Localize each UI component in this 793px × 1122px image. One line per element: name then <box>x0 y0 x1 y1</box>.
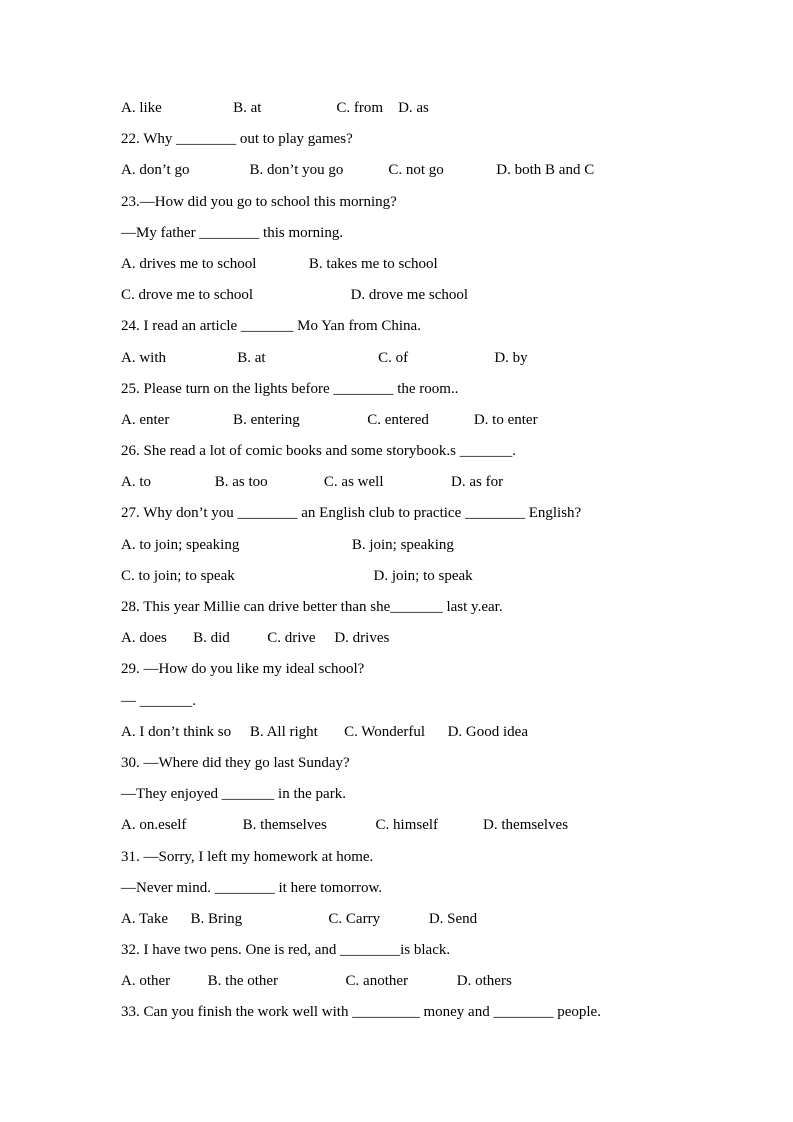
question-24: 24. I read an article _______ Mo Yan from China. <box>121 318 421 335</box>
question-30: 30. —Where did they go last Sunday? <box>121 754 350 771</box>
options-line-29: A. I don’t think so B. All right C. Wonderful D. Good idea <box>121 723 528 740</box>
options-line-22: A. don’t go B. don’t you go C. not go D. both B and C <box>121 162 595 179</box>
options-line-30: A. on.eself B. themselves C. himself D. themselves <box>121 817 569 834</box>
options-line-28: A. does B. did C. drive D. drives <box>121 630 390 647</box>
options-line-27-cd: C. to join; to speak D. join; to speak <box>121 567 473 584</box>
options-line-21: A. like B. at C. from D. as <box>121 100 429 116</box>
question-25: 25. Please turn on the lights before ________ the room.. <box>121 380 459 397</box>
question-22: 22. Why ________ out to play games? <box>121 131 353 148</box>
exam-question-list <box>121 93 781 1029</box>
options-line-32: A. other B. the other C. another D. others <box>121 973 512 990</box>
options-line-31: A. Take B. Bring C. Carry D. Send <box>121 910 478 927</box>
options-line-23-ab: A. drives me to school B. takes me to school <box>121 255 438 272</box>
question-31: 31. —Sorry, I left my homework at home. <box>121 848 374 865</box>
options-line-24: A. with B. at C. of D. by <box>121 349 528 366</box>
options-line-27-ab: A. to join; speaking B. join; speaking <box>121 536 454 553</box>
question-29-response: — _______. <box>121 692 196 709</box>
options-line-23-cd: C. drove me to school D. drove me school <box>121 287 469 304</box>
options-line-25: A. enter B. entering C. entered D. to enter <box>121 411 538 428</box>
question-31-response: —Never mind. ________ it here tomorrow. <box>121 879 383 896</box>
question-27: 27. Why don’t you ________ an English club to practice ________ English? <box>121 505 582 522</box>
question-29: 29. —How do you like my ideal school? <box>121 661 365 678</box>
question-26: 26. She read a lot of comic books and some storybook.s _______. <box>121 443 516 460</box>
question-28: 28. This year Millie can drive better than she_______ last y.ear. <box>121 599 503 615</box>
question-32: 32. I have two pens. One is red, and ________is black. <box>121 942 451 959</box>
question-30-response: —They enjoyed _______ in the park. <box>121 786 346 803</box>
question-33: 33. Can you finish the work well with _________ money and ________ people. <box>121 1004 601 1021</box>
question-23: 23.—How did you go to school this morning? <box>121 193 397 210</box>
question-23-response: —My father ________ this morning. <box>121 224 344 241</box>
options-line-26: A. to B. as too C. as well D. as for <box>121 474 504 491</box>
